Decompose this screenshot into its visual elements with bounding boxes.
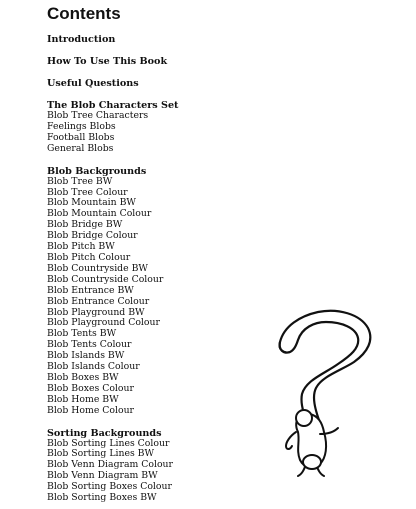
toc-item[interactable]: Blob Islands BW <box>47 350 125 362</box>
toc-item[interactable]: Blob Countryside BW <box>47 262 148 274</box>
toc-section-blob-characters <box>47 100 407 155</box>
section-heading[interactable]: Blob Backgrounds <box>47 165 147 177</box>
toc-entry-introduction[interactable]: Introduction <box>47 34 116 45</box>
toc-item[interactable]: Blob Mountain Colour <box>47 208 152 220</box>
toc-item[interactable]: Blob Mountain BW <box>47 197 136 209</box>
section-heading[interactable]: The Blob Characters Set <box>47 100 179 111</box>
toc-entry-how-to-use[interactable]: How To Use This Book <box>47 56 168 67</box>
toc-item[interactable]: Blob Bridge Colour <box>47 230 138 242</box>
toc-item[interactable]: Blob Countryside Colour <box>47 273 164 285</box>
section-heading[interactable]: Sorting Backgrounds <box>47 427 162 439</box>
toc-item[interactable]: Blob Tree Colour <box>47 186 128 198</box>
toc-item[interactable]: Blob Pitch BW <box>47 241 115 253</box>
toc-item[interactable]: Blob Boxes BW <box>47 371 119 383</box>
toc-item[interactable]: Blob Tree Characters <box>47 110 149 121</box>
toc-item[interactable]: Blob Sorting Boxes Colour <box>47 481 172 493</box>
toc-item[interactable]: Blob Entrance BW <box>47 284 134 296</box>
toc-item[interactable]: Blob Home Colour <box>47 404 134 416</box>
toc-item[interactable]: Blob Tree BW <box>47 175 113 187</box>
toc-item[interactable]: Feelings Blobs <box>47 120 116 132</box>
toc-item[interactable]: Blob Entrance Colour <box>47 295 150 307</box>
toc-item[interactable]: General Blobs <box>47 142 114 154</box>
toc-item[interactable]: Blob Islands Colour <box>47 361 140 373</box>
toc-item[interactable]: Football Blobs <box>47 131 115 143</box>
page-title: Contents <box>47 4 121 23</box>
toc-item[interactable]: Blob Sorting Lines Colour <box>47 437 170 449</box>
toc-item[interactable]: Blob Boxes Colour <box>47 382 134 394</box>
toc-item[interactable]: Blob Bridge BW <box>47 219 123 231</box>
toc-entry-useful-questions[interactable]: Useful Questions <box>47 78 139 89</box>
toc-item[interactable]: Blob Venn Diagram Colour <box>47 459 173 471</box>
toc-item[interactable]: Blob Venn Diagram BW <box>47 470 158 482</box>
toc-item[interactable]: Blob Playground Colour <box>47 317 160 329</box>
toc-item[interactable]: Blob Home BW <box>47 393 119 405</box>
toc-item[interactable]: Blob Pitch Colour <box>47 251 131 263</box>
toc-item[interactable]: Blob Sorting Boxes BW <box>47 492 157 504</box>
toc-item[interactable]: Blob Sorting Lines BW <box>47 448 155 460</box>
toc-item[interactable]: Blob Playground BW <box>47 306 145 318</box>
question-mark-blob-icon <box>262 304 388 482</box>
toc-item[interactable]: Blob Tents BW <box>47 328 117 340</box>
toc-item[interactable]: Blob Tents Colour <box>47 339 132 351</box>
